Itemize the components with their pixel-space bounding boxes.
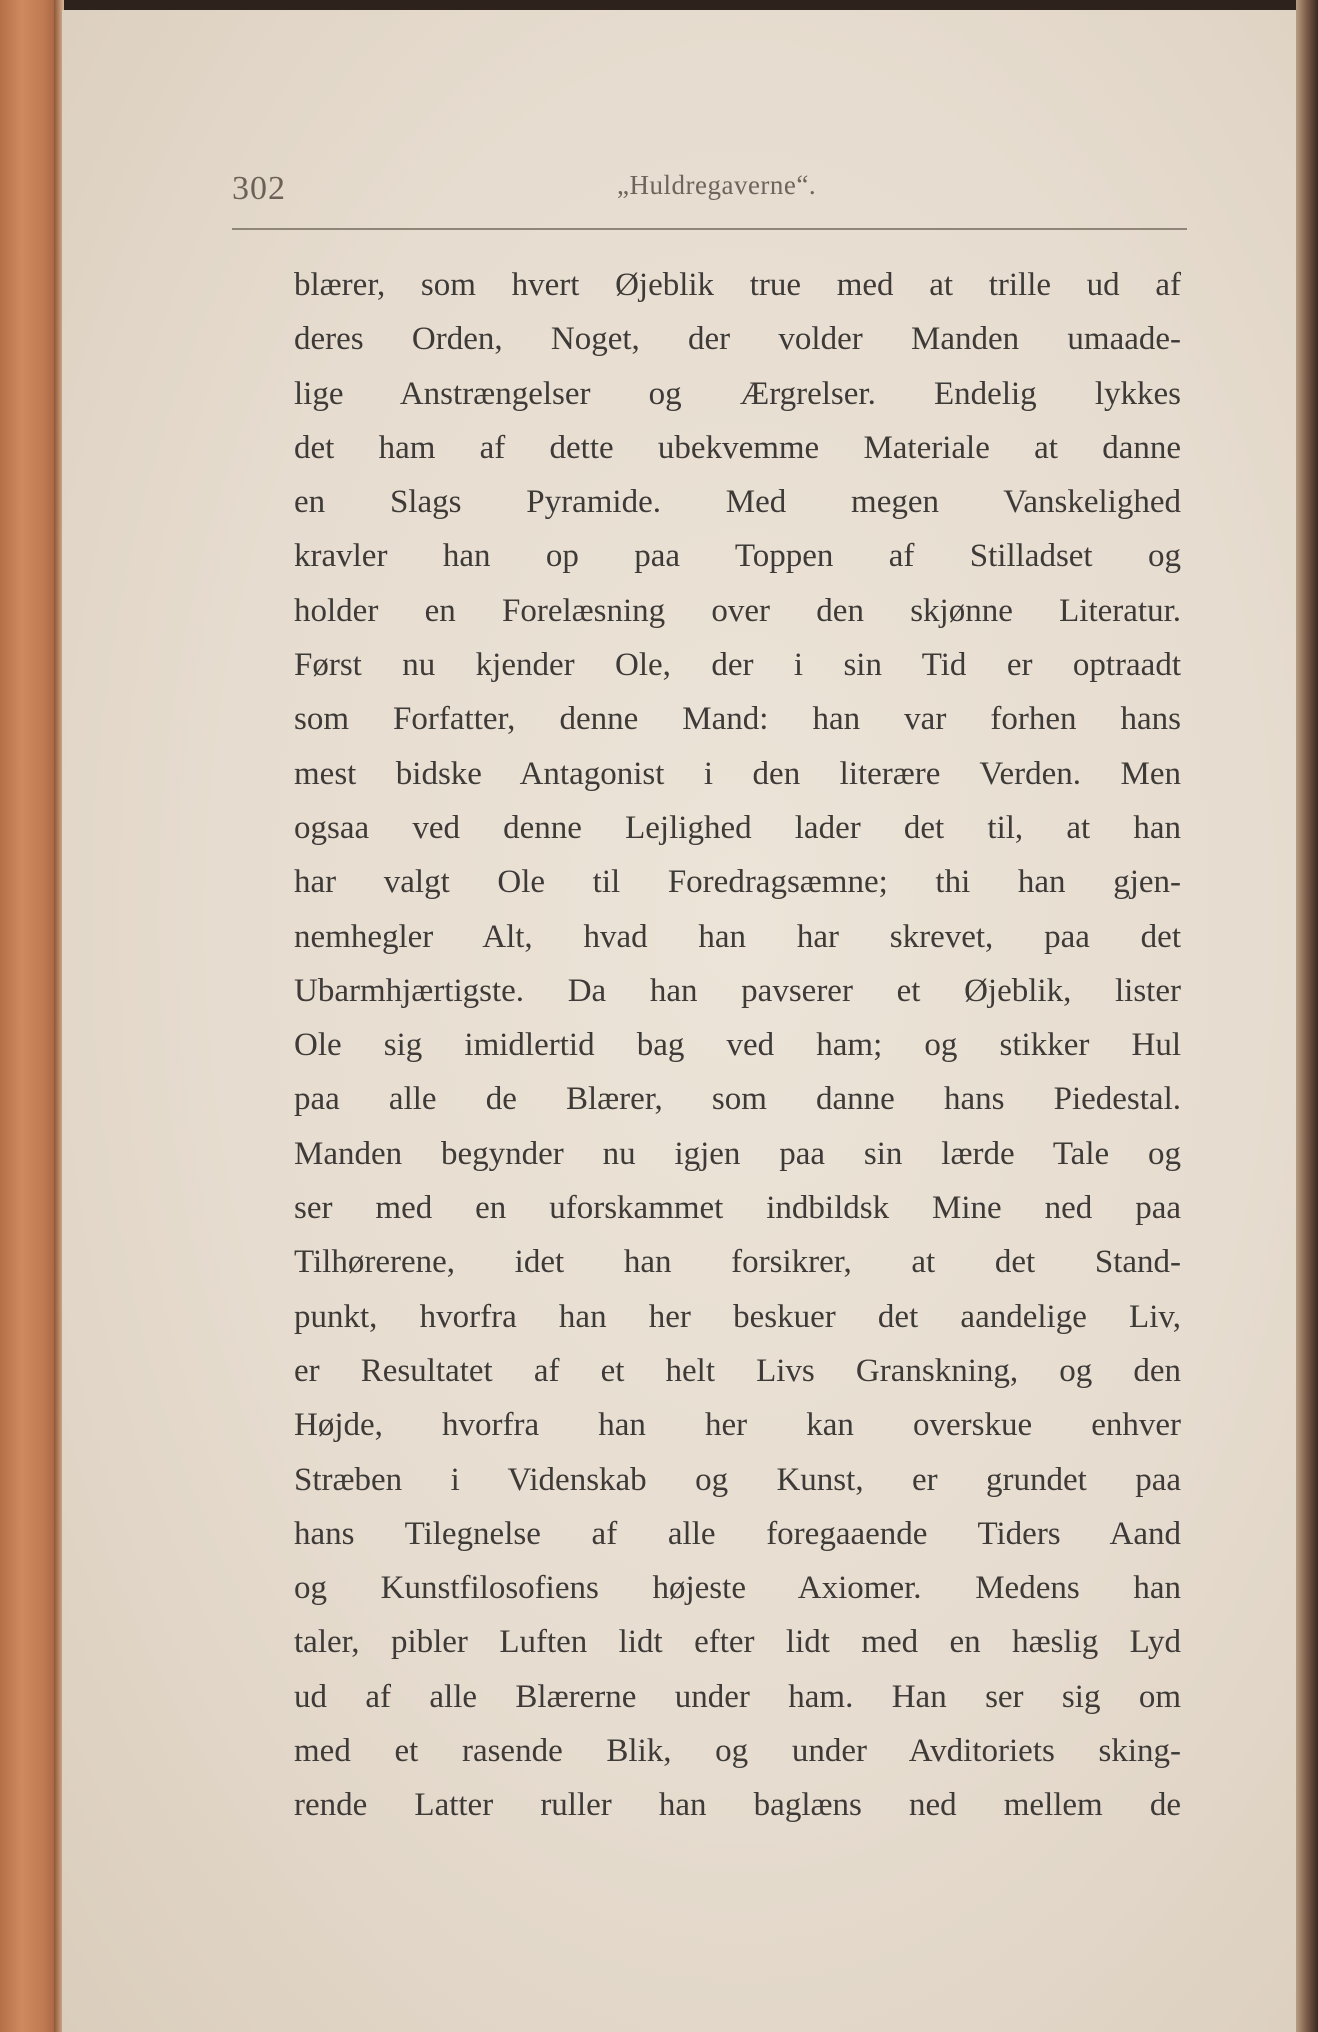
text-line: holder en Forelæsning over den skjønne Literatur. bbox=[294, 592, 1181, 629]
header-rule bbox=[232, 228, 1187, 230]
text-line: Ubarmhjærtigste. Da han pavserer et Øjeblik, lister bbox=[294, 972, 1181, 1009]
text-line: blærer, som hvert Øjeblik true med at trille ud af bbox=[294, 267, 1181, 303]
book-right-edge bbox=[1296, 0, 1318, 2032]
text-line: Først nu kjender Ole, der i sin Tid er optraadt bbox=[294, 647, 1181, 684]
text-line: det ham af dette ubekvemme Materiale at danne bbox=[294, 429, 1181, 466]
running-title: „Huldregaverne“. bbox=[617, 170, 817, 200]
text-line: en Slags Pyramide. Med megen Vanskelighed bbox=[294, 484, 1181, 521]
text-line: lige Anstrængelser og Ærgrelser. Endelig lykkes bbox=[294, 375, 1181, 412]
text-line: paa alle de Blærer, som danne hans Piedestal. bbox=[294, 1081, 1181, 1118]
text-line: ser med en uforskammet indbildsk Mine ned paa bbox=[294, 1190, 1181, 1227]
text-line: nemhegler Alt, hvad han har skrevet, paa det bbox=[294, 918, 1181, 955]
text-line: punkt, hvorfra han her beskuer det aandelige Liv, bbox=[294, 1298, 1181, 1335]
text-line: Højde, hvorfra han her kan overskue enhver bbox=[294, 1407, 1181, 1444]
text-line: Tilhørerene, idet han forsikrer, at det Stand- bbox=[294, 1244, 1181, 1281]
text-line: rende Latter ruller han baglæns ned mellem de bbox=[294, 1787, 1181, 1824]
page-number: 302 bbox=[232, 170, 286, 207]
body-text bbox=[294, 258, 1181, 1833]
text-line: mest bidske Antagonist i den literære Verden. Men bbox=[294, 755, 1181, 792]
text-line: ogsaa ved denne Lejlighed lader det til, at han bbox=[294, 809, 1181, 846]
book-top-edge bbox=[0, 0, 1318, 10]
text-line: ud af alle Blærerne under ham. Han ser sig om bbox=[294, 1678, 1181, 1715]
text-line: er Resultatet af et helt Livs Granskning, og den bbox=[294, 1352, 1181, 1389]
text-line: hans Tilegnelse af alle foregaaende Tiders Aand bbox=[294, 1515, 1181, 1552]
page-header bbox=[232, 160, 1192, 220]
text-line: og Kunstfilosofiens højeste Axiomer. Medens han bbox=[294, 1570, 1181, 1607]
text-line: har valgt Ole til Foredragsæmne; thi han gjen- bbox=[294, 864, 1181, 901]
text-line: med et rasende Blik, og under Avditoriets sking- bbox=[294, 1733, 1181, 1770]
text-line: deres Orden, Noget, der volder Manden umaade- bbox=[294, 321, 1181, 358]
text-line: taler, pibler Luften lidt efter lidt med en hæslig Lyd bbox=[294, 1624, 1181, 1661]
text-line: som Forfatter, denne Mand: han var forhen hans bbox=[294, 701, 1181, 738]
book-spine bbox=[0, 0, 62, 2032]
text-line: Ole sig imidlertid bag ved ham; og stikker Hul bbox=[294, 1027, 1181, 1064]
text-line: Manden begynder nu igjen paa sin lærde Tale og bbox=[294, 1135, 1181, 1172]
text-line: Stræben i Videnskab og Kunst, er grundet paa bbox=[294, 1461, 1181, 1498]
text-line: kravler han op paa Toppen af Stilladset og bbox=[294, 538, 1181, 575]
